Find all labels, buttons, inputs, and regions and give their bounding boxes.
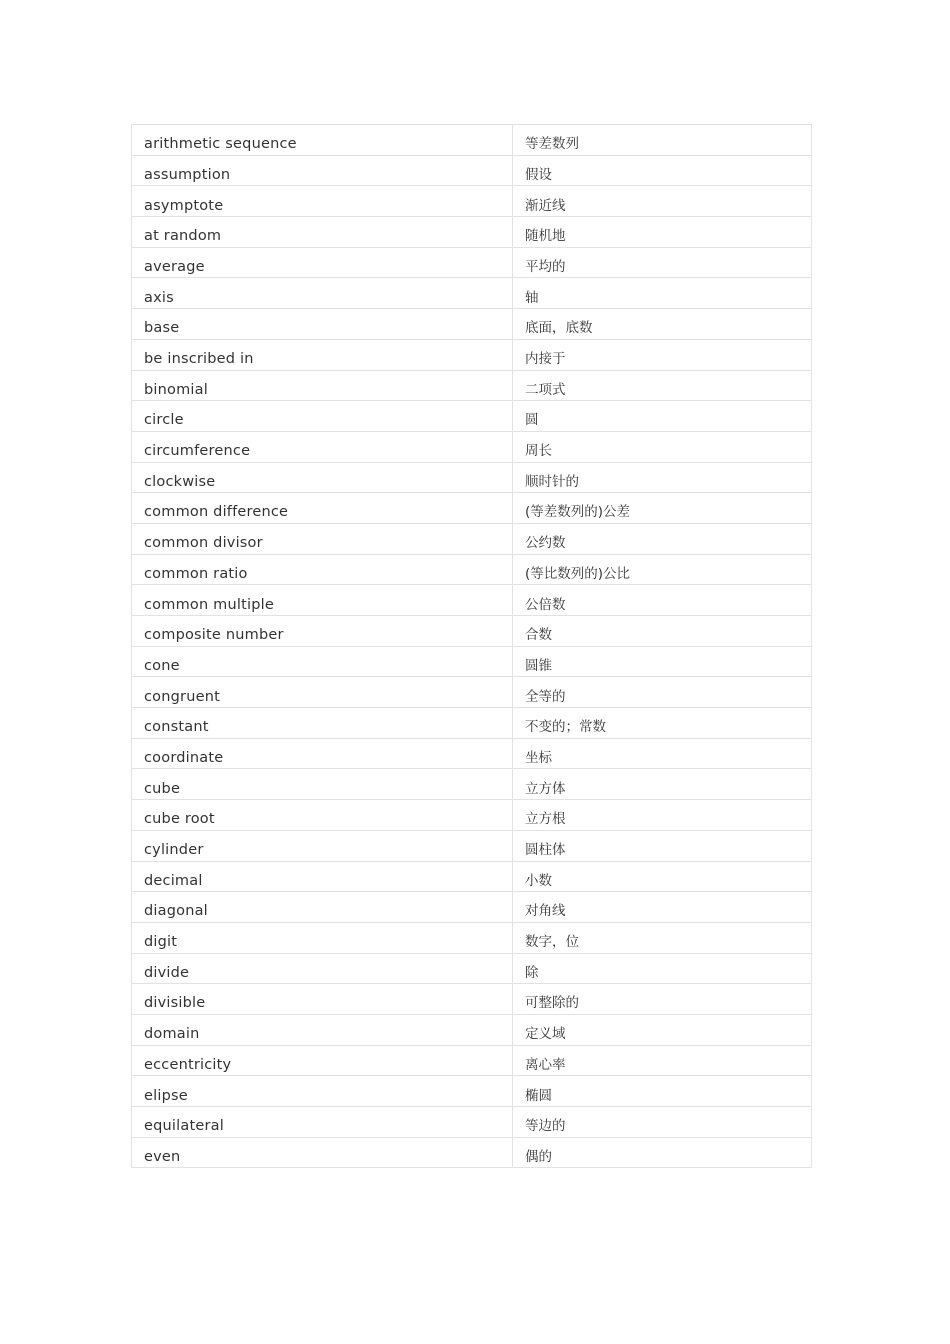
table-row: [132, 984, 812, 1015]
english-term-cell: common multiple: [132, 585, 513, 616]
english-term-cell: equilateral: [132, 1107, 513, 1138]
vocabulary-table-body: [132, 125, 812, 1168]
english-term-cell: circumference: [132, 431, 513, 462]
chinese-translation-cell: 不变的；常数: [513, 708, 812, 739]
chinese-translation-cell: 平均的: [513, 247, 812, 278]
english-term-cell: coordinate: [132, 738, 513, 769]
table-row: [132, 922, 812, 953]
chinese-translation-cell: 等差数列: [513, 125, 812, 156]
table-row: [132, 861, 812, 892]
english-term-cell: clockwise: [132, 462, 513, 493]
chinese-translation-cell: 全等的: [513, 677, 812, 708]
english-term-cell: domain: [132, 1014, 513, 1045]
english-term-cell: cone: [132, 646, 513, 677]
english-term-cell: constant: [132, 708, 513, 739]
table-row: [132, 339, 812, 370]
english-term-cell: common divisor: [132, 523, 513, 554]
chinese-translation-cell: 轴: [513, 278, 812, 309]
english-term-cell: base: [132, 309, 513, 340]
chinese-translation-cell: 圆: [513, 401, 812, 432]
chinese-translation-cell: (等差数列的)公差: [513, 493, 812, 524]
table-row: [132, 431, 812, 462]
english-term-cell: at random: [132, 217, 513, 248]
english-term-cell: divisible: [132, 984, 513, 1015]
english-term-cell: congruent: [132, 677, 513, 708]
chinese-translation-cell: 合数: [513, 616, 812, 647]
table-row: [132, 217, 812, 248]
table-row: [132, 155, 812, 186]
english-term-cell: divide: [132, 953, 513, 984]
chinese-translation-cell: 小数: [513, 861, 812, 892]
english-term-cell: cube: [132, 769, 513, 800]
table-row: [132, 646, 812, 677]
chinese-translation-cell: 离心率: [513, 1045, 812, 1076]
english-term-cell: digit: [132, 922, 513, 953]
table-row: [132, 769, 812, 800]
english-term-cell: axis: [132, 278, 513, 309]
table-row: [132, 278, 812, 309]
chinese-translation-cell: 随机地: [513, 217, 812, 248]
english-term-cell: cube root: [132, 800, 513, 831]
chinese-translation-cell: 可整除的: [513, 984, 812, 1015]
table-row: [132, 309, 812, 340]
table-row: [132, 892, 812, 923]
table-row: [132, 738, 812, 769]
table-row: [132, 1014, 812, 1045]
chinese-translation-cell: 除: [513, 953, 812, 984]
english-term-cell: asymptote: [132, 186, 513, 217]
table-row: [132, 616, 812, 647]
chinese-translation-cell: 椭圆: [513, 1076, 812, 1107]
english-term-cell: arithmetic sequence: [132, 125, 513, 156]
table-row: [132, 708, 812, 739]
chinese-translation-cell: 顺时针的: [513, 462, 812, 493]
english-term-cell: eccentricity: [132, 1045, 513, 1076]
english-term-cell: binomial: [132, 370, 513, 401]
table-row: [132, 462, 812, 493]
table-row: [132, 1137, 812, 1168]
table-row: [132, 585, 812, 616]
table-row: [132, 523, 812, 554]
chinese-translation-cell: 内接于: [513, 339, 812, 370]
table-row: [132, 1107, 812, 1138]
chinese-translation-cell: 对角线: [513, 892, 812, 923]
table-row: [132, 554, 812, 585]
english-term-cell: decimal: [132, 861, 513, 892]
english-term-cell: composite number: [132, 616, 513, 647]
chinese-translation-cell: 数字，位: [513, 922, 812, 953]
chinese-translation-cell: 周长: [513, 431, 812, 462]
table-row: [132, 1076, 812, 1107]
table-row: [132, 370, 812, 401]
english-term-cell: circle: [132, 401, 513, 432]
english-term-cell: diagonal: [132, 892, 513, 923]
table-row: [132, 830, 812, 861]
english-term-cell: common ratio: [132, 554, 513, 585]
chinese-translation-cell: 圆柱体: [513, 830, 812, 861]
english-term-cell: common difference: [132, 493, 513, 524]
english-term-cell: elipse: [132, 1076, 513, 1107]
table-row: [132, 186, 812, 217]
table-row: [132, 800, 812, 831]
chinese-translation-cell: 二项式: [513, 370, 812, 401]
chinese-translation-cell: 假设: [513, 155, 812, 186]
table-row: [132, 1045, 812, 1076]
table-row: [132, 247, 812, 278]
english-term-cell: average: [132, 247, 513, 278]
table-row: [132, 493, 812, 524]
chinese-translation-cell: 定义域: [513, 1014, 812, 1045]
chinese-translation-cell: 立方根: [513, 800, 812, 831]
chinese-translation-cell: 等边的: [513, 1107, 812, 1138]
english-term-cell: assumption: [132, 155, 513, 186]
chinese-translation-cell: (等比数列的)公比: [513, 554, 812, 585]
chinese-translation-cell: 公倍数: [513, 585, 812, 616]
chinese-translation-cell: 圆锥: [513, 646, 812, 677]
chinese-translation-cell: 底面，底数: [513, 309, 812, 340]
chinese-translation-cell: 立方体: [513, 769, 812, 800]
chinese-translation-cell: 公约数: [513, 523, 812, 554]
chinese-translation-cell: 渐近线: [513, 186, 812, 217]
chinese-translation-cell: 坐标: [513, 738, 812, 769]
english-term-cell: be inscribed in: [132, 339, 513, 370]
table-row: [132, 125, 812, 156]
table-row: [132, 677, 812, 708]
table-row: [132, 401, 812, 432]
chinese-translation-cell: 偶的: [513, 1137, 812, 1168]
vocabulary-table: [131, 124, 812, 1168]
table-row: [132, 953, 812, 984]
english-term-cell: even: [132, 1137, 513, 1168]
english-term-cell: cylinder: [132, 830, 513, 861]
